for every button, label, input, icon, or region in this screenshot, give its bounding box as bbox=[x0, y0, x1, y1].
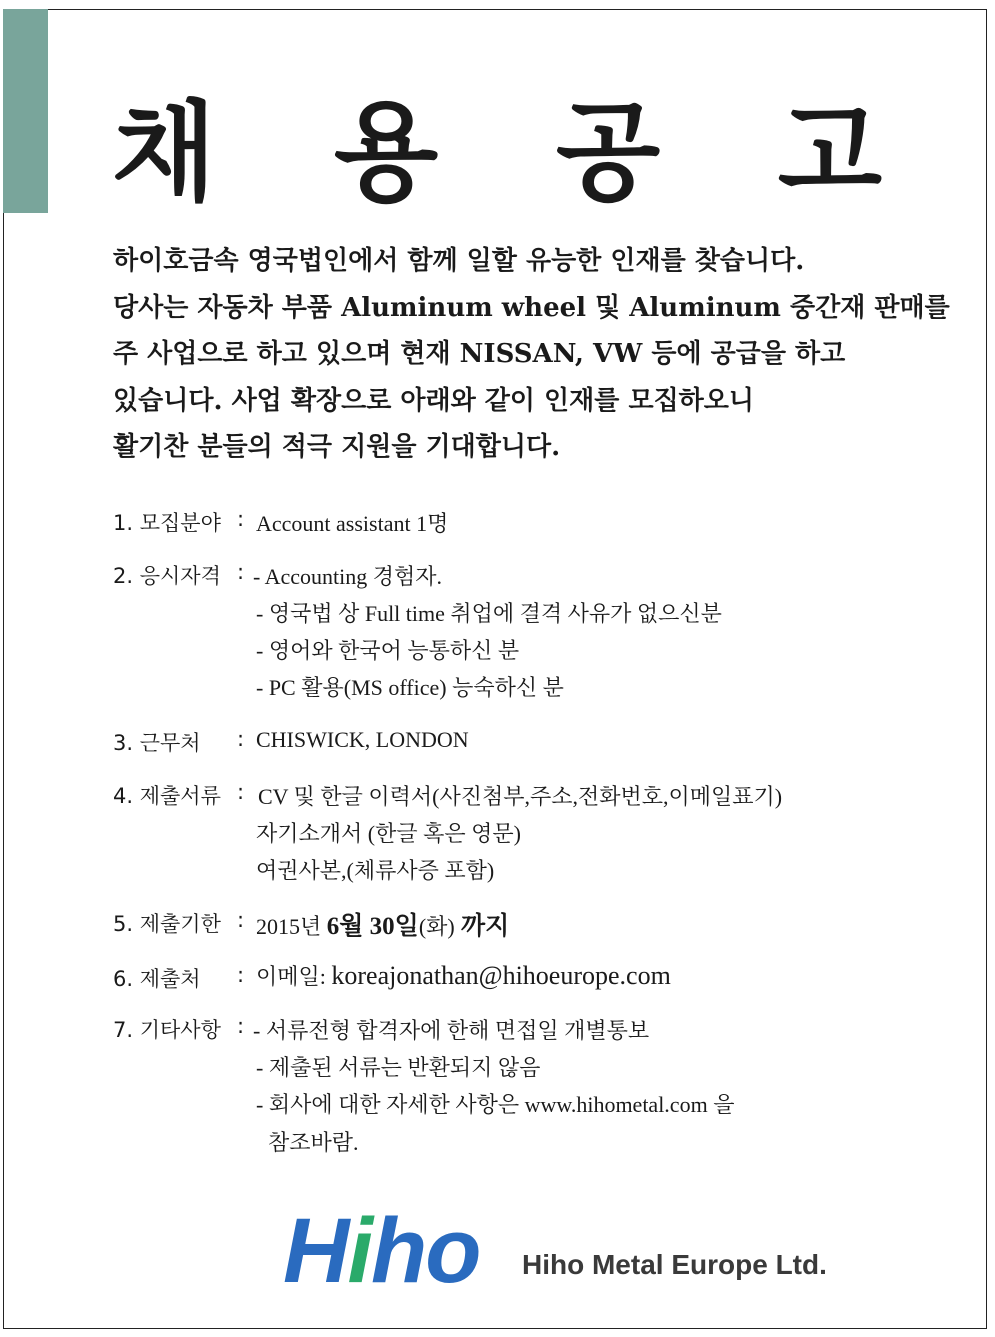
deadline-value bbox=[256, 906, 509, 942]
field-colon: : bbox=[237, 507, 245, 531]
other-line: 참조바람. bbox=[268, 1130, 359, 1155]
deadline-suffix: 까지 bbox=[454, 913, 510, 940]
documents-line: 여권사본,(체류사증 포함) bbox=[256, 858, 495, 883]
other-colon: : bbox=[237, 1014, 245, 1038]
intro-line: 당사는 자동차 부품 Aluminum wheel 및 Aluminum 중간재 판매를 bbox=[113, 292, 950, 323]
qualification-line: - PC 활용(MS office) 능숙하신 분 bbox=[256, 675, 564, 700]
company-name: Hiho Metal Europe Ltd. bbox=[522, 1249, 827, 1280]
other-line: - 회사에 대한 자세한 사항은 www.hihometal.com 을 bbox=[256, 1092, 735, 1117]
logo-letter-i: i bbox=[347, 1200, 372, 1302]
email-prefix: 이메일: bbox=[256, 964, 332, 989]
logo-letters-ho: ho bbox=[371, 1200, 480, 1302]
documents-colon: : bbox=[237, 780, 245, 804]
qualification-label: 2. 응시자격 bbox=[113, 564, 221, 588]
submit-colon: : bbox=[237, 963, 245, 987]
intro-paragraph bbox=[113, 238, 963, 471]
submit-value bbox=[256, 960, 671, 991]
intro-line: 주 사업으로 하고 있으며 현재 NISSAN, VW 등에 공급을 하고 bbox=[113, 339, 846, 369]
location-colon: : bbox=[237, 727, 245, 751]
intro-line: 활기찬 분들의 적극 지원을 기대합니다. bbox=[113, 432, 561, 462]
qualification-line: - 영어와 한국어 능통하신 분 bbox=[256, 638, 520, 663]
accent-tab bbox=[3, 9, 48, 213]
submit-label: 6. 제출처 bbox=[113, 967, 201, 991]
intro-line: 있습니다. 사업 확장으로 아래와 같이 인재를 모집하오니 bbox=[113, 385, 755, 416]
location-label: 3. 근무처 bbox=[113, 731, 201, 755]
qualification-line: - 영국법 상 Full time 취업에 결격 사유가 없으신분 bbox=[256, 601, 722, 626]
page-title: 채 용 공 고 bbox=[112, 91, 923, 216]
other-line: - 서류전형 합격자에 한해 면접일 개별통보 bbox=[253, 1018, 650, 1043]
location-value: CHISWICK, LONDON bbox=[256, 727, 469, 752]
field-label: 1. 모집분야 bbox=[113, 511, 221, 535]
other-label: 7. 기타사항 bbox=[113, 1018, 221, 1042]
hiho-logo bbox=[283, 1200, 480, 1302]
email-address: koreajonathan@hihoeurope.com bbox=[331, 961, 671, 990]
deadline-colon: : bbox=[237, 908, 245, 932]
intro-line: 하이호금속 영국법인에서 함께 일할 유능한 인재를 찾습니다. bbox=[113, 246, 805, 276]
other-line: - 제출된 서류는 반환되지 않음 bbox=[256, 1055, 541, 1080]
field-value: Account assistant 1명 bbox=[256, 511, 449, 536]
deadline-date: 6월 30일 bbox=[326, 913, 419, 940]
documents-line: 자기소개서 (한글 혹은 영문) bbox=[256, 821, 521, 846]
documents-line: CV 및 한글 이력서(사진첨부,주소,전화번호,이메일표기) bbox=[258, 784, 783, 809]
deadline-label: 5. 제출기한 bbox=[113, 912, 221, 936]
deadline-day: (화) bbox=[418, 914, 455, 939]
documents-label: 4. 제출서류 bbox=[113, 784, 221, 808]
qualification-line: - Accounting 경험자. bbox=[253, 564, 443, 589]
deadline-year: 2015년 bbox=[256, 914, 327, 939]
qualification-colon: : bbox=[237, 560, 245, 584]
logo-letter-h: H bbox=[283, 1200, 348, 1302]
